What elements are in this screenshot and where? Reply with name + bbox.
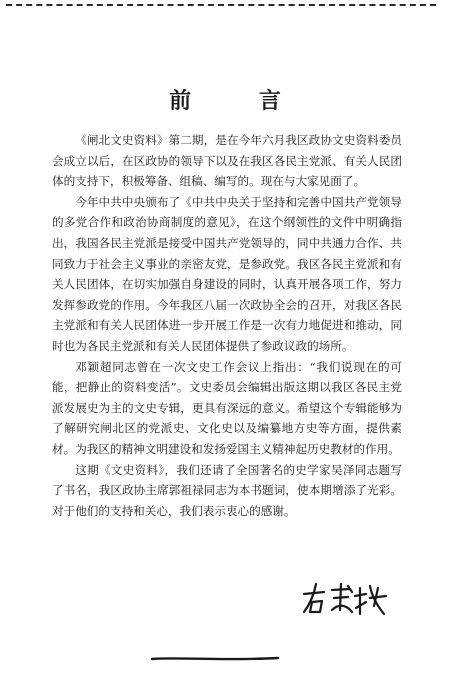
top-dashed-rule: [6, 4, 436, 6]
paragraph-3: 邓颖超同志曾在一次文史工作会议上指出：“我们说现在的可能，把静止的资料变活”。文史委员会编辑出版这期以我区各民主党派发展史为主的文史专辑，更具有深远的意义。希望这个专辑能够为了解研究闸北区的党派史、文化史以及编纂地方史等方面，提供素材。为我区的精神文明建设和发扬爱国主义精神起历史教材的作用。: [52, 359, 402, 456]
preface-body: [52, 130, 402, 521]
paragraph-4: 这期《文史资料》，我们还请了全国著名的史学家吴泽同志题写了书名，我区政协主席郭祖禄同志为本书题词，使本期增添了光彩。对于他们的支持和关心，我们表示衷心的感谢。: [52, 462, 402, 518]
handwritten-signature: [300, 580, 390, 620]
page-title: 前 言: [169, 88, 311, 114]
paragraph-2: 今年中共中央颁布了《中共中央关于坚持和完善中国共产党领导的多党合作和政治协商制度的意见》，在这个纲领性的文件中明确指出，我国各民主党派是接受中国共产党领导的，同中共通力合作、共同致力于社会主义事业的亲密友党，是参政党。我区各民主党派和有关人民团体，在切实加强自身建设的同时，认真开展各项工作，努力发挥参政党的作用。今年我区八届一次政协全会的召开，对我区各民主党派和有关人民团体进一步开展工作是一次有力地促进和推动，同时也为各民主党派和有关人民团体提供了参政议政的场所。: [52, 194, 402, 353]
paragraph-1: 《闸北文史资料》第二期，是在今年六月我区政协文史资料委员会成立以后，在区政协的领导下以及在我区各民主党派、有关人民团体的支持下，积极筹备、组稿、编写的。现在与大家见面了。: [52, 133, 402, 189]
bottom-ink-stroke: [150, 656, 280, 662]
